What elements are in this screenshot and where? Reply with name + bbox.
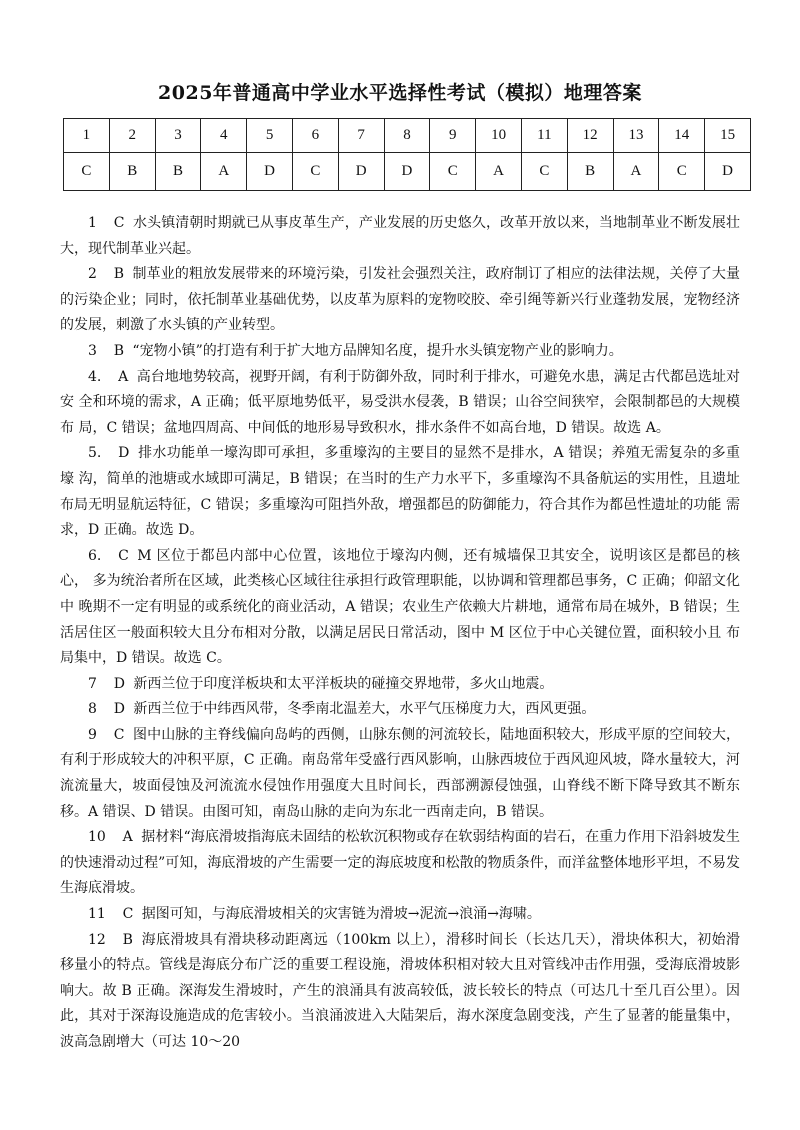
explanation-text: 海底滑坡具有滑块移动距离远（100km 以上），滑移时间长（长达几天），滑块体积大，初始滑移量小的特点。管线是海底分布广泛的重要工程设施，滑坡体积相对较大且对管线冲击作用强，受海底滑坡影响大。故 B 正确。深海发生滑坡时，产生的浪涌具有波高较低，波长较长的特点（可达几十至几百公里）。因此，其对于深海设施造成的危害较小。当浪涌波进入大陆架后，海水深度急剧变浅，产生了显著的能量集中，波高急剧增大（可达 10～20 [60,931,740,1050]
explanation-answer-letter: B [113,266,125,283]
question-number-cell: 13 [613,119,659,153]
explanation-text: M 区位于都邑内部中心位置，该地位于壕沟内侧，还有城墙保卫其安全，说明该区是都邑的核心， 多为统治者所在区域，此类核心区域往往承担行政管理职能，以协调和管理都邑事务，C 正确；仰韶文化中 晚期不一定有明显的或系统化的商业活动，A 错误；农业生产依赖大片耕地，通常布局在城外，B 错误；生 活居住区一般面积较大且分布相对分散，以满足居民日常活动，图中 M 区位于中心关键位置，面积较小且 布局集中，D 错误。故选 C。 [60,547,740,667]
question-number-cell: 12 [567,119,613,153]
answer-cell: C [64,153,110,191]
page-title: 2025年普通高中学业水平选择性考试（模拟）地理答案 [158,82,642,104]
answer-cell: C [521,153,567,191]
answer-cell: B [109,153,155,191]
answer-cell: D [384,153,430,191]
explanation-question-number: 4. [88,368,102,385]
question-number-cell: 7 [338,119,384,153]
explanation-paragraph [60,928,740,1056]
answer-cell: C [659,153,705,191]
explanation-paragraph [60,441,740,543]
explanation-answer-letter: D [113,675,125,692]
explanation-question-number: 7 [88,675,97,692]
answer-table-answer-row [64,153,751,191]
answer-cell: A [476,153,522,191]
explanation-answer-letter: C [113,215,125,231]
answer-cell: B [155,153,201,191]
explanation-text: 新西兰位于印度洋板块和太平洋板块的碰撞交界地带，多火山地震。 [133,675,554,692]
explanation-text: 水头镇清朝时期就已从事皮革生产，产业发展的历史悠久，改革开放以来，当地制革业不断发展壮大，现代制革业兴起。 [60,215,740,257]
explanation-question-number: 2 [88,266,97,283]
explanations-body [60,211,740,1056]
question-number-cell: 5 [247,119,293,153]
explanation-text: 新西兰位于中纬西风带，冬季南北温差大，水平气压梯度力大，西风更强。 [133,701,596,718]
explanation-answer-letter: D [118,445,130,462]
answer-cell: C [430,153,476,191]
explanation-answer-letter: B [113,342,125,359]
explanation-paragraph [60,825,740,902]
explanation-answer-letter: C [118,547,129,564]
question-number-cell: 6 [292,119,338,153]
explanation-answer-letter: A [118,368,129,385]
explanation-text: 据图可知，与海底滑坡相关的灾害链为滑坡→泥流→浪涌→海啸。 [141,906,541,923]
explanation-paragraph [60,902,740,928]
explanation-question-number: 9 [88,726,97,743]
answer-cell: D [705,153,751,191]
explanation-question-number: 3 [88,342,97,359]
question-number-cell: 8 [384,119,430,153]
explanation-question-number: 12 [88,931,106,948]
explanation-text: 排水功能单一壕沟即可承担，多重壕沟的主要目的显然不是排水，A 错误；养殖无需复杂的多重壕 沟，简单的池塘或水域即可满足，B 错误；在当时的生产力水平下，多重壕沟不具备航运的实用性，且遗址 布局无明显航运特征，C 错误；多重壕沟可阻挡外敌，增强都邑的防御能力，符合其作为都邑性遗址的功能 需 求，D 正确。故选 D。 [60,445,740,539]
question-number-cell: 9 [430,119,476,153]
explanation-text: 制革业的粗放发展带来的环境污染，引发社会强烈关注，政府制订了相应的法律法规，关停了大量的污染企业；同时，依托制革业基础优势，以皮革为原料的宠物咬胶、牵引绳等新兴行业蓬勃发展，宠物经济的发展，刺激了水头镇的产业转型。 [60,266,740,334]
question-number-cell: 14 [659,119,705,153]
explanation-text: 图中山脉的主脊线偏向岛屿的西侧，山脉东侧的河流较长，陆地面积较大，形成平原的空间较大，有利于形成较大的冲积平原，C 正确。南岛常年受盛行西风影响，山脉西坡位于西风迎风坡，降水量较大，河流流量大，坡面侵蚀及河流流水侵蚀作用强度大且时间长，西部溯源侵蚀强，山脊线不断下降导致其不断东移。A 错误、D 错误。由图可知，南岛山脉的走向为东北一西南走向，B 错误。 [60,726,740,820]
answer-cell: D [338,153,384,191]
explanation-text: 据材料“海底滑坡指海底未固结的松软沉积物或存在软弱结构面的岩石，在重力作用下沿斜坡发生的快速滑动过程”可知，海底滑坡的产生需要一定的海底坡度和松散的物质条件，而洋盆整体地形平坦，不易发生海底滑坡。 [60,829,740,897]
answer-table [63,118,751,191]
explanation-paragraph [60,672,740,698]
explanation-paragraph [60,262,740,339]
answer-cell: A [201,153,247,191]
explanation-question-number: 8 [88,701,97,718]
explanation-text: “宠物小镇”的打造有利于扩大地方品牌知名度，提升水头镇宠物产业的影响力。 [132,342,623,359]
explanation-paragraph [60,544,740,672]
explanation-paragraph [60,211,740,262]
explanation-paragraph [60,339,740,365]
answer-table-number-row [64,119,751,153]
explanation-question-number: 6. [88,547,102,564]
question-number-cell: 15 [705,119,751,153]
question-number-cell: 3 [155,119,201,153]
explanation-question-number: 5. [88,445,102,462]
explanation-paragraph [60,697,740,723]
question-number-cell: 2 [109,119,155,153]
answer-cell: A [613,153,659,191]
explanation-answer-letter: C [113,726,125,743]
explanation-answer-letter: C [122,906,134,923]
explanation-answer-letter: D [113,701,125,718]
question-number-cell: 11 [521,119,567,153]
question-number-cell: 10 [476,119,522,153]
explanation-question-number: 11 [88,906,106,923]
explanation-question-number: 1 [88,215,97,231]
answer-cell: C [292,153,338,191]
question-number-cell: 1 [64,119,110,153]
explanation-answer-letter: A [122,829,133,846]
answer-cell: D [247,153,293,191]
answer-cell: B [567,153,613,191]
explanation-question-number: 10 [88,829,106,846]
question-number-cell: 4 [201,119,247,153]
explanation-answer-letter: B [122,931,133,948]
explanation-paragraph [60,723,740,825]
explanation-text: 高台地地势较高，视野开阔，有利于防御外敌，同时利于排水，可避免水患，满足古代都邑选址对安 全和环境的需求，A 正确；低平原地势低平，易受洪水侵袭，B 错误；山谷空间狭窄，会限制都邑的大规模布 局，C 错误；盆地四周高、中间低的地形易导致积水，排水条件不如高台地，D 错误。故选 A。 [60,368,740,436]
explanation-paragraph [60,365,740,442]
